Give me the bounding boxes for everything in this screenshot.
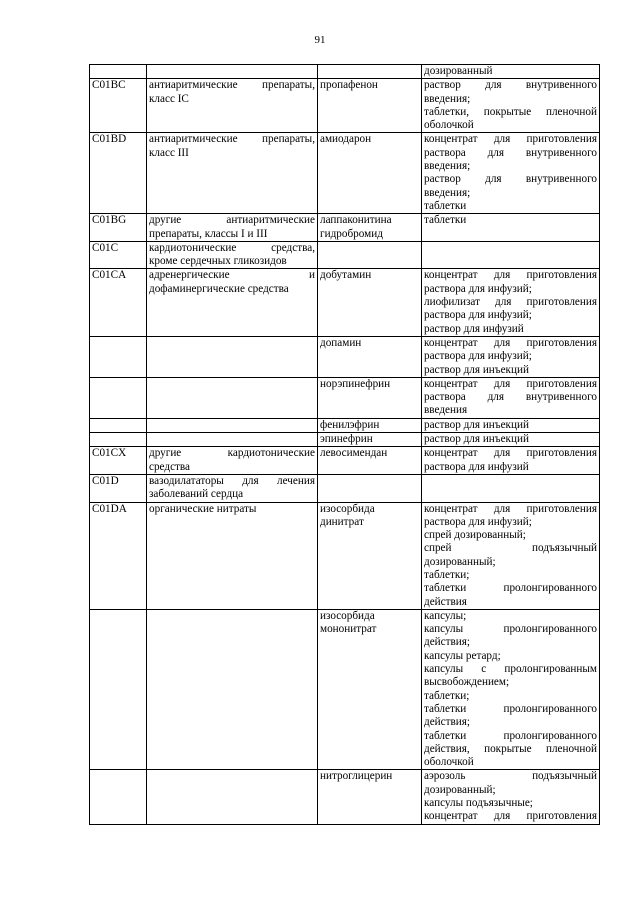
dosage-form-line: оболочкой <box>424 756 474 769</box>
drug-table-body <box>90 65 600 825</box>
atc-code-cell <box>90 133 147 214</box>
table-row <box>90 241 600 269</box>
atc-code-cell <box>90 502 147 609</box>
substance-cell <box>318 133 422 214</box>
group-name-line: адренергические и <box>149 269 315 282</box>
dosage-form-line: оболочкой <box>424 119 474 132</box>
group-name-cell <box>147 336 318 377</box>
substance-name-line: добутамин <box>320 269 372 282</box>
dosage-form-line: раствор для внутривенного <box>424 173 597 186</box>
atc-code: C01BC <box>92 79 126 92</box>
dosage-forms-cell <box>422 377 600 418</box>
group-name-line: класс III <box>149 146 189 159</box>
substance-cell <box>318 65 422 79</box>
group-name-line: антиаритмические препараты, <box>149 79 315 92</box>
substance-cell <box>318 377 422 418</box>
dosage-form-line: капсулы подъязычные; <box>424 797 533 810</box>
group-name-line: средства <box>149 460 191 473</box>
atc-code: C01BD <box>92 133 127 146</box>
dosage-form-line: концентрат для приготовления <box>424 336 597 349</box>
substance-cell <box>318 502 422 609</box>
dosage-form-line: дозированный; <box>424 555 496 568</box>
dosage-forms-cell <box>422 502 600 609</box>
atc-code-cell <box>90 433 147 447</box>
group-name-line: препараты, классы I и III <box>149 227 268 240</box>
substance-name-line: динитрат <box>320 515 364 528</box>
dosage-forms-cell <box>422 133 600 214</box>
dosage-form-line: концентрат для приготовления <box>424 377 597 390</box>
dosage-form-line: капсулы пролонгированного <box>424 623 597 636</box>
group-name-line: дофаминергические средства <box>149 282 289 295</box>
group-name-cell <box>147 65 318 79</box>
dosage-forms-cell <box>422 241 600 269</box>
dosage-form-line: таблетки <box>424 199 467 212</box>
drug-table <box>89 64 600 825</box>
group-name-line: другие антиаритмические <box>149 214 315 227</box>
table-row <box>90 433 600 447</box>
substance-cell <box>318 336 422 377</box>
dosage-form-line: таблетки пролонгированного <box>424 702 597 715</box>
atc-code-cell <box>90 65 147 79</box>
substance-name-line: пропафенон <box>320 79 378 92</box>
dosage-form-line: раствора для внутривенного <box>424 391 597 404</box>
substance-name-line: амиодарон <box>320 133 372 146</box>
atc-code-cell <box>90 770 147 824</box>
substance-name-line: нитроглицерин <box>320 770 393 783</box>
atc-code-cell <box>90 474 147 502</box>
substance-cell <box>318 214 422 242</box>
substance-cell <box>318 418 422 432</box>
dosage-form-line: таблетки, покрытые пленочной <box>424 105 597 118</box>
atc-code-cell <box>90 241 147 269</box>
table-row <box>90 65 600 79</box>
substance-name-line: изосорбида <box>320 502 375 515</box>
dosage-form-line: концентрат для приготовления <box>424 502 597 515</box>
atc-code-cell <box>90 214 147 242</box>
group-name-cell <box>147 418 318 432</box>
table-row <box>90 269 600 336</box>
atc-code-cell <box>90 336 147 377</box>
dosage-form-line: раствора для инфузий; <box>424 309 532 322</box>
table-row <box>90 474 600 502</box>
table-row <box>90 502 600 609</box>
dosage-forms-cell <box>422 433 600 447</box>
dosage-form-line: раствор для инъекций <box>424 433 529 446</box>
substance-name-line: мононитрат <box>320 623 377 636</box>
substance-name-line: допамин <box>320 336 362 349</box>
substance-cell <box>318 770 422 824</box>
dosage-form-line: аэрозоль подъязычный <box>424 770 597 783</box>
dosage-form-line: дозированный <box>424 65 493 77</box>
dosage-form-line: таблетки; <box>424 689 470 702</box>
dosage-form-line: высвобождением; <box>424 676 510 689</box>
dosage-form-line: раствора для инфузий; <box>424 515 532 528</box>
dosage-form-line: капсулы; <box>424 609 467 622</box>
group-name-cell <box>147 214 318 242</box>
group-name-cell <box>147 447 318 475</box>
dosage-form-line: таблетки пролонгированного <box>424 729 597 742</box>
dosage-form-line: раствор для внутривенного <box>424 79 597 92</box>
substance-name-line: фенилэфрин <box>320 418 380 431</box>
dosage-form-line: таблетки пролонгированного <box>424 582 597 595</box>
dosage-form-line: капсулы ретард; <box>424 649 501 662</box>
dosage-form-line: концентрат для приготовления <box>424 133 597 146</box>
dosage-form-line: раствора для инфузий; <box>424 350 532 363</box>
group-name-cell <box>147 79 318 133</box>
dosage-form-line: концентрат для приготовления <box>424 447 597 460</box>
group-name-cell <box>147 133 318 214</box>
substance-name-line: норэпинефрин <box>320 377 391 390</box>
table-row <box>90 418 600 432</box>
group-name-cell <box>147 474 318 502</box>
atc-code: C01DA <box>92 502 127 515</box>
substance-cell <box>318 433 422 447</box>
dosage-form-line: капсулы с пролонгированным <box>424 663 597 676</box>
dosage-form-line: лиофилизат для приготовления <box>424 296 597 309</box>
dosage-form-line: концентрат для приготовления <box>424 269 597 282</box>
dosage-form-line: раствора для инфузий <box>424 460 529 473</box>
table-row <box>90 609 600 770</box>
atc-code-cell <box>90 377 147 418</box>
atc-code-cell <box>90 447 147 475</box>
group-name-line: класс IC <box>149 92 189 105</box>
table-row <box>90 447 600 475</box>
group-name-line: кроме сердечных гликозидов <box>149 255 287 268</box>
group-name-line: кардиотонические средства, <box>149 241 315 254</box>
dosage-forms-cell <box>422 418 600 432</box>
substance-cell <box>318 474 422 502</box>
group-name-line: другие кардиотонические <box>149 447 315 460</box>
dosage-form-line: раствора для инфузий; <box>424 282 532 295</box>
dosage-form-line: введения; <box>424 160 471 173</box>
dosage-form-line: таблетки; <box>424 568 470 581</box>
substance-cell <box>318 447 422 475</box>
group-name-cell <box>147 377 318 418</box>
substance-name-line: лаппаконитина <box>320 214 392 227</box>
dosage-forms-cell <box>422 269 600 336</box>
dosage-form-line: действия; <box>424 636 471 649</box>
atc-code: C01CX <box>92 447 127 460</box>
group-name-cell <box>147 502 318 609</box>
substance-name-line: левосимендан <box>320 447 388 460</box>
table-row <box>90 79 600 133</box>
atc-code-cell <box>90 609 147 770</box>
table-row <box>90 377 600 418</box>
table-row <box>90 336 600 377</box>
atc-code: C01BG <box>92 214 127 227</box>
dosage-form-line: введения; <box>424 186 471 199</box>
atc-code: C01C <box>92 241 119 254</box>
substance-name-line: эпинефрин <box>320 433 373 446</box>
dosage-forms-cell <box>422 65 600 79</box>
substance-cell <box>318 269 422 336</box>
dosage-forms-cell <box>422 447 600 475</box>
dosage-forms-cell <box>422 770 600 824</box>
table-row <box>90 214 600 242</box>
dosage-form-line: раствор для инъекций <box>424 418 529 431</box>
atc-code-cell <box>90 418 147 432</box>
dosage-form-line: действия <box>424 595 467 608</box>
substance-cell <box>318 79 422 133</box>
dosage-form-line: раствора для внутривенного <box>424 146 597 159</box>
dosage-forms-cell <box>422 474 600 502</box>
atc-code: C01CA <box>92 269 127 282</box>
dosage-form-line: таблетки <box>424 214 467 227</box>
dosage-forms-cell <box>422 336 600 377</box>
group-name-line: органические нитраты <box>149 502 257 515</box>
group-name-line: заболеваний сердца <box>149 488 244 501</box>
atc-code: C01D <box>92 474 119 487</box>
dosage-form-line: спрей подъязычный <box>424 542 597 555</box>
dosage-form-line: действия; <box>424 716 471 729</box>
dosage-form-line: концентрат для приготовления <box>424 810 597 823</box>
group-name-line: антиаритмические препараты, <box>149 133 315 146</box>
group-name-cell <box>147 433 318 447</box>
atc-code-cell <box>90 269 147 336</box>
page-number: 91 <box>314 34 326 46</box>
dosage-forms-cell <box>422 79 600 133</box>
group-name-line: вазодилататоры для лечения <box>149 474 315 487</box>
dosage-form-line: действия, покрытые пленочной <box>424 742 597 755</box>
dosage-form-line: спрей дозированный; <box>424 529 526 542</box>
atc-code-cell <box>90 79 147 133</box>
dosage-form-line: раствор для инфузий <box>424 322 524 335</box>
dosage-forms-cell <box>422 214 600 242</box>
group-name-cell <box>147 269 318 336</box>
substance-name-line: гидробромид <box>320 227 383 240</box>
group-name-cell <box>147 609 318 770</box>
table-row <box>90 770 600 824</box>
substance-cell <box>318 609 422 770</box>
group-name-cell <box>147 241 318 269</box>
dosage-form-line: раствор для инъекций <box>424 363 529 376</box>
dosage-form-line: введения; <box>424 92 471 105</box>
dosage-form-line: дозированный; <box>424 783 496 796</box>
substance-name-line: изосорбида <box>320 609 375 622</box>
dosage-forms-cell <box>422 609 600 770</box>
dosage-form-line: введения <box>424 404 468 417</box>
substance-cell <box>318 241 422 269</box>
group-name-cell <box>147 770 318 824</box>
table-row <box>90 133 600 214</box>
